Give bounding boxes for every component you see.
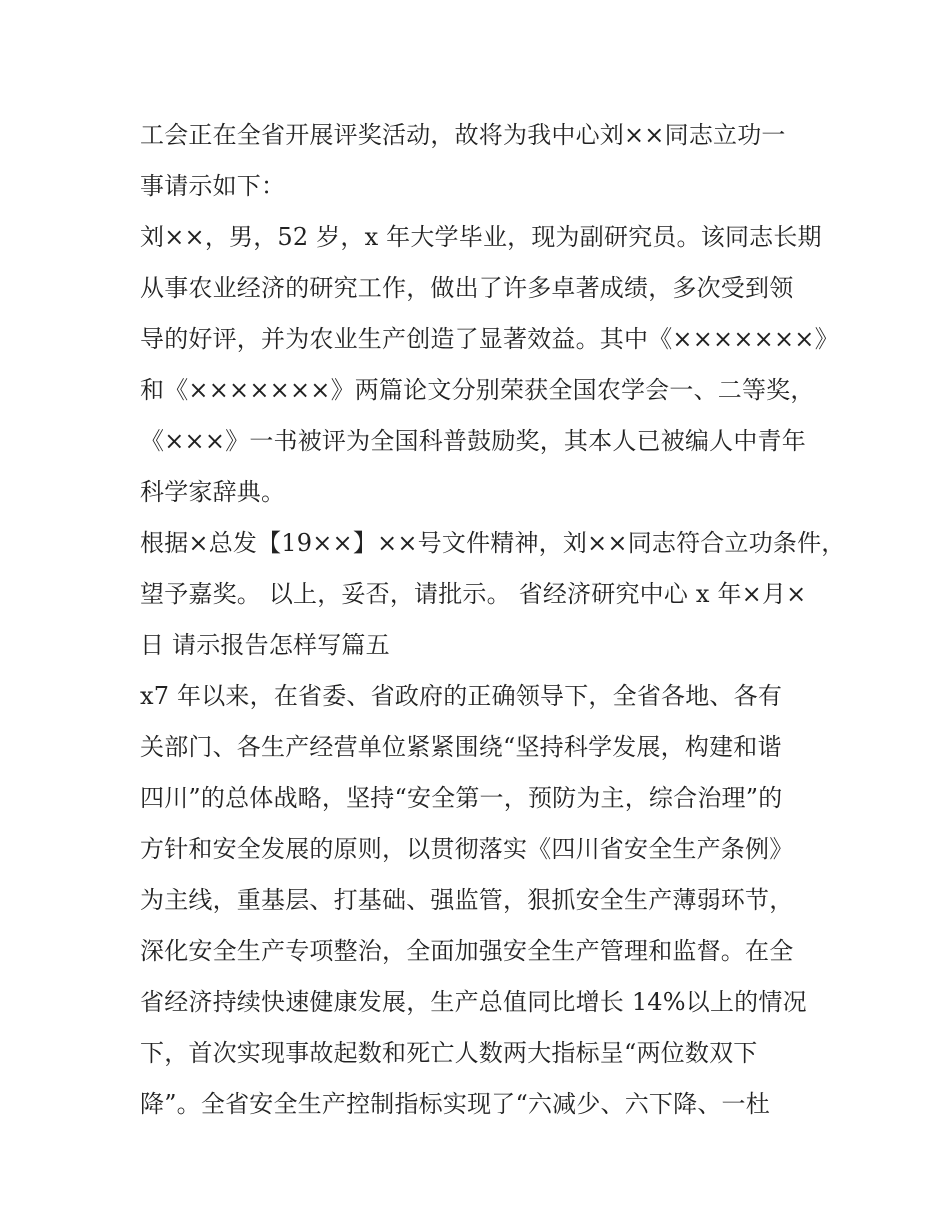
text-line: 从事农业经济的研究工作，做出了许多卓著成绩，多次受到领	[140, 274, 794, 302]
text-line: 方针和安全发展的原则，以贯彻落实《四川省安全生产条例》	[140, 835, 794, 863]
text-line: 为主线，重基层、打基础、强监管，狠抓安全生产薄弱环节，	[140, 886, 794, 914]
text-line: 四川”的总体战略，坚持“安全第一，预防为主，综合治理”的	[140, 784, 783, 812]
text-line: 关部门、各生产经营单位紧紧围绕“坚持科学发展，构建和谐	[140, 733, 782, 761]
text-line: 望予嘉奖。 以上，妥否，请批示。 省经济研究中心 x 年×月×	[140, 580, 807, 608]
text-line: 深化安全生产专项整治，全面加强安全生产管理和监督。在全	[140, 937, 794, 965]
text-line: 下，首次实现事故起数和死亡人数两大指标呈“两位数双下	[140, 1039, 758, 1067]
text-line: 导的好评，并为农业生产创造了显著效益。其中《×××××××》	[140, 325, 839, 353]
text-line: 和《×××××××》两篇论文分别荣获全国农学会一、二等奖，	[140, 376, 815, 404]
text-line: 《×××》一书被评为全国科普鼓励奖，其本人已被编人中青年	[140, 427, 806, 455]
text-line: 工会正在全省开展评奖活动，故将为我中心刘××同志立功一	[140, 121, 786, 149]
text-line: 事请示如下：	[140, 172, 286, 200]
text-line: 降”。全省安全生产控制指标实现了“六减少、六下降、一杜	[140, 1090, 770, 1118]
text-line: 省经济持续快速健康发展，生产总值同比增长 14%以上的情况	[140, 988, 807, 1016]
text-line: 科学家辞典。	[140, 478, 286, 506]
text-line: 刘××，男，52 岁，x 年大学毕业，现为副研究员。该同志长期	[140, 223, 822, 251]
text-line: 日 请示报告怎样写篇五	[140, 631, 390, 659]
text-line: x7 年以来，在省委、省政府的正确领导下，全省各地、各有	[140, 682, 783, 710]
text-line: 根据×总发【19××】××号文件精神，刘××同志符合立功条件，	[140, 529, 846, 557]
